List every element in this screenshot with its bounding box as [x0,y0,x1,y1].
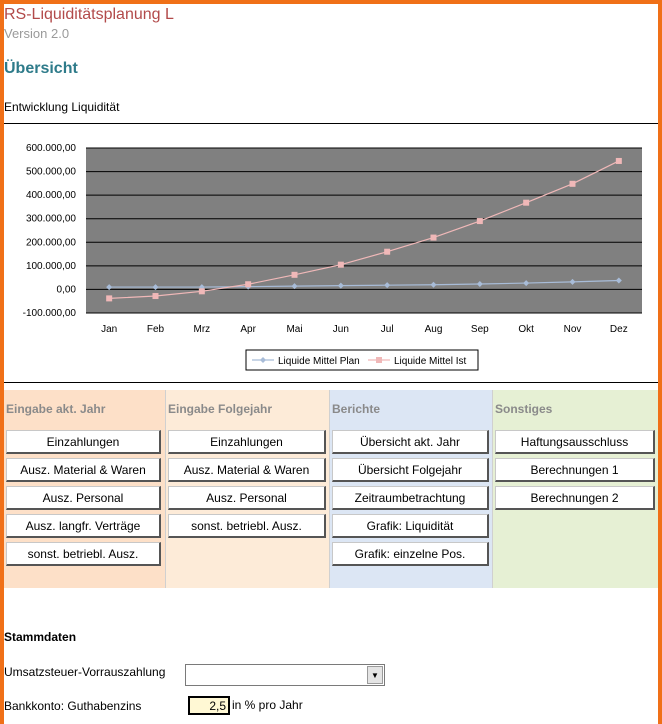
vat-select[interactable] [185,664,385,686]
panel-title: Sonstiges [495,402,553,416]
nav-button[interactable]: Ausz. Material & Waren [168,458,326,482]
y-tick-label: -100.000,00 [22,308,76,319]
nav-button[interactable]: Übersicht akt. Jahr [332,430,489,454]
series-point [338,262,344,268]
x-tick-label: Dez [609,324,628,335]
interest-rate-input[interactable] [188,696,230,715]
nav-button[interactable]: Ausz. Personal [168,486,326,510]
panel-title: Eingabe Folgejahr [168,402,273,416]
x-tick-label: Mrz [193,324,211,335]
app-version: Version 2.0 [4,26,70,41]
series-point [245,281,251,287]
series-point [384,249,390,255]
divider [4,123,658,124]
nav-button[interactable]: sonst. betriebl. Ausz. [6,542,161,566]
legend-marker [376,357,382,363]
series-point [477,218,483,224]
series-point [616,158,622,164]
vat-label: Umsatzsteuer-Vorrauszahlung [4,665,166,679]
nav-button[interactable]: Haftungsausschluss [495,430,655,454]
interest-unit: in % pro Jahr [232,698,303,712]
nav-button[interactable]: Berechnungen 2 [495,486,655,510]
series-point [153,293,159,299]
series-point [570,181,576,187]
panel-3 [492,390,658,588]
x-tick-label: Jul [380,324,394,335]
legend-entry: Liquide Mittel Plan [278,356,360,367]
series-point [199,288,205,294]
x-tick-label: Nov [563,324,582,335]
y-tick-label: 200.000,00 [25,237,76,249]
y-tick-label: 100.000,00 [25,260,76,272]
section-title: Entwicklung Liquidität [4,100,120,114]
y-tick-label: 300.000,00 [25,213,76,225]
nav-button[interactable]: Grafik: Liquidität [332,514,489,538]
x-tick-label: Aug [424,324,443,335]
nav-button[interactable]: Einzahlungen [168,430,326,454]
series-point [292,272,298,278]
nav-button[interactable]: Ausz. langfr. Verträge [6,514,161,538]
panel-1 [165,390,329,588]
series-point [523,200,529,206]
nav-button[interactable]: Ausz. Material & Waren [6,458,161,482]
x-tick-label: Okt [518,324,534,335]
y-tick-label: 500.000,00 [25,166,76,178]
series-point [431,235,437,241]
nav-button[interactable]: Einzahlungen [6,430,161,454]
x-tick-label: Apr [240,324,256,335]
panel-title: Berichte [332,402,381,416]
page-title: Übersicht [4,60,78,77]
panel-title: Eingabe akt. Jahr [6,402,106,416]
bank-label: Bankkonto: Guthabenzins [4,699,142,713]
y-tick-label: 400.000,00 [25,190,76,202]
liquidity-chart [4,128,658,378]
y-tick-label: 0,00 [56,284,76,296]
series-point [106,295,112,301]
y-tick-label: 600.000,00 [25,143,76,154]
x-tick-label: Sep [470,324,489,335]
panel-0 [4,390,165,588]
divider [4,382,658,383]
x-tick-label: Jun [332,324,349,335]
x-tick-label: Feb [146,324,165,335]
chevron-down-icon[interactable]: ▼ [367,666,383,684]
nav-button[interactable]: Berechnungen 1 [495,458,655,482]
x-tick-label: Jan [101,324,118,335]
panel-2 [329,390,492,588]
nav-button[interactable]: Zeitraumbetrachtung [332,486,489,510]
nav-button[interactable]: sonst. betriebl. Ausz. [168,514,326,538]
nav-button[interactable]: Ausz. Personal [6,486,161,510]
nav-button[interactable]: Grafik: einzelne Pos. [332,542,489,566]
app-title: RS-Liquiditätsplanung L [4,6,174,23]
legend-entry: Liquide Mittel Ist [394,356,467,367]
stammdaten-title: Stammdaten [4,630,77,644]
plot-area [86,148,642,313]
nav-button[interactable]: Übersicht Folgejahr [332,458,489,482]
x-tick-label: Mai [286,324,303,335]
